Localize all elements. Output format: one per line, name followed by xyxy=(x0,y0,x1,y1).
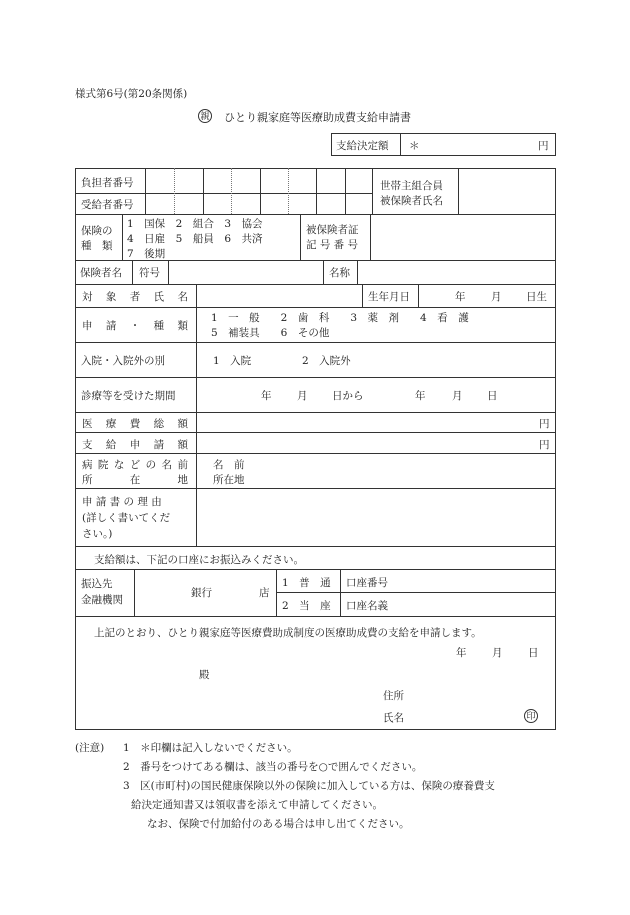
hospital-address-label: 所 在 地 xyxy=(82,474,188,486)
treatment-period-label: 診療等を受けた期間 xyxy=(81,390,176,402)
reason-label-1: 申 請 書 の 理 由 xyxy=(82,496,162,508)
birth-day: 日生 xyxy=(526,291,547,303)
burden-number-label: 負担者番号 xyxy=(81,177,134,189)
period-day-2: 日 xyxy=(487,390,498,402)
hospital-name-label: 病 院 な ど の 名 前 xyxy=(82,459,188,471)
insurer-title-label: 名称 xyxy=(329,267,350,279)
note-3c: なお、保険で付加給付のある場合は申し出てください。 xyxy=(147,818,410,830)
household-head-label: 世帯主組合員 xyxy=(380,180,443,192)
recipient-number-label: 受給者番号 xyxy=(81,199,134,211)
declaration-text: 上記のとおり、ひとり親家庭等医療費助成制度の医療助成費の支給を申請します。 xyxy=(94,627,482,639)
period-year-2: 年 xyxy=(415,390,426,402)
note-2: 2 番号をつけてある欄は、該当の番号を○で囲んでください。 xyxy=(123,761,423,773)
parent-stamp-icon: 親 xyxy=(198,109,212,123)
reason-label-2: (詳しく書いてくだ xyxy=(82,512,171,524)
insurance-type-label-1: 保険の xyxy=(81,225,113,237)
seal-icon: 印 xyxy=(524,709,538,723)
application-type-label: 申 請 ・ 種 類 xyxy=(82,320,188,332)
note-3a: 3 区(市町村)の国民健康保険以外の保険に加入している方は、保険の療養費支 xyxy=(123,780,495,792)
notes-heading: (注意) xyxy=(75,742,105,754)
period-month-1: 月 xyxy=(297,390,308,402)
application-options-1: 1 一 般 2 歯 科 3 薬 剤 4 看 護 xyxy=(211,312,469,324)
bank-suffix: 銀行 xyxy=(191,587,212,599)
insurer-name-label: 保険者名 xyxy=(80,267,122,279)
inpatient-option: 1 入院 xyxy=(213,355,252,367)
claim-amount-label: 支 給 申 請 額 xyxy=(82,439,188,451)
account-holder-label: 口座名義 xyxy=(346,600,388,612)
birth-month: 月 xyxy=(491,291,502,303)
claim-amount-unit: 円 xyxy=(539,439,550,451)
bank-notice: 支給額は、下記の口座にお振込みください。 xyxy=(94,554,304,566)
declaration-month: 月 xyxy=(492,647,503,659)
note-3b: 給決定通知書又は領収書を添えて申請してください。 xyxy=(131,799,383,811)
account-number-label: 口座番号 xyxy=(346,577,388,589)
applicant-name-label: 氏名 xyxy=(383,712,404,724)
hospital-name-field: 名 前 xyxy=(213,459,245,471)
decision-yen-unit: 円 xyxy=(538,140,549,152)
decision-amount-label: 支給決定額 xyxy=(336,140,389,152)
period-year-1: 年 xyxy=(261,390,272,402)
insurance-type-label-2: 種 類 xyxy=(81,240,113,252)
transfer-dest-label-2: 金融機関 xyxy=(81,594,123,606)
insured-name-label: 被保険者氏名 xyxy=(380,195,443,207)
declaration-day: 日 xyxy=(528,647,539,659)
insurance-options-2: 4 日雇 5 船員 6 共済 xyxy=(127,233,263,245)
note-1: 1 ＊印欄は記入しないでください。 xyxy=(123,742,298,754)
declaration-year: 年 xyxy=(456,647,467,659)
outpatient-option: 2 入院外 xyxy=(302,355,351,367)
birth-year: 年 xyxy=(455,291,466,303)
form-number: 様式第6号(第20条関係) xyxy=(75,88,188,100)
decision-asterisk: ＊ xyxy=(409,140,420,152)
addressee-suffix: 殿 xyxy=(199,669,210,681)
application-options-2: 5 補装具 6 その他 xyxy=(211,327,330,339)
account-type-ordinary: 1 普 通 xyxy=(282,577,331,589)
inpatient-label: 入院・入院外の別 xyxy=(81,355,165,367)
period-month-2: 月 xyxy=(452,390,463,402)
period-from: 日から xyxy=(332,390,364,402)
insurance-options-3: 7 後期 xyxy=(127,248,166,260)
account-type-current: 2 当 座 xyxy=(282,600,331,612)
transfer-dest-label-1: 振込先 xyxy=(81,578,113,590)
insurance-options-1: 1 国保 2 組合 3 協会 xyxy=(127,218,263,230)
reason-label-3: さい。) xyxy=(82,528,113,540)
birth-date-label: 生年月日 xyxy=(368,291,410,303)
form-title: ひとり親家庭等医療助成費支給申請書 xyxy=(224,111,411,124)
hospital-address-field: 所在地 xyxy=(213,474,245,486)
branch-suffix: 店 xyxy=(259,587,270,599)
cert-label-2: 記 号 番 号 xyxy=(306,239,359,251)
insurer-code-label: 符号 xyxy=(139,267,160,279)
subject-name-label: 対 象 者 氏 名 xyxy=(82,291,188,303)
applicant-address-label: 住所 xyxy=(383,690,404,702)
medical-total-unit: 円 xyxy=(539,418,550,430)
medical-total-label: 医 療 費 総 額 xyxy=(82,418,188,430)
cert-label-1: 被保険者証 xyxy=(306,224,359,236)
